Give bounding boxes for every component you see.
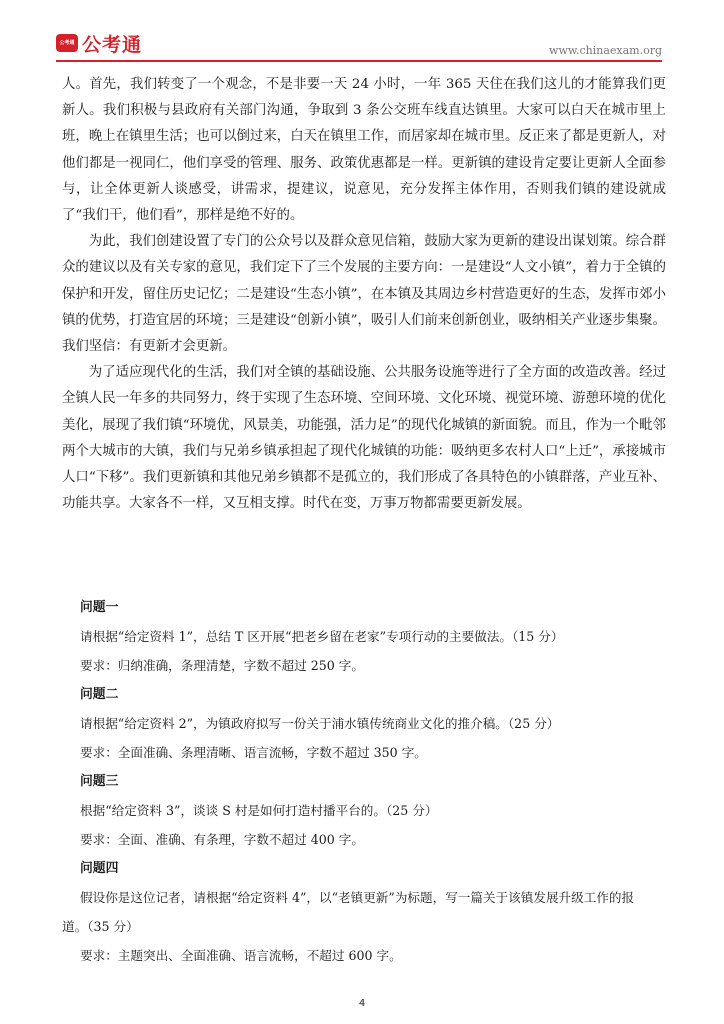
question-title: 问题四 (80, 861, 119, 876)
question-1 (80, 593, 666, 680)
question-requirement: 要求：主题突出、全面准确、语言流畅，不超过 600 字。 (80, 948, 402, 963)
question-list (62, 593, 666, 970)
question-title: 问题三 (80, 774, 119, 789)
brand-logo-icon: 公考通 (56, 34, 78, 52)
question-4 (62, 854, 666, 970)
question-3 (80, 767, 666, 854)
question-prompt-continued: 道。（35 分） (62, 919, 139, 934)
question-title: 问题一 (80, 600, 119, 615)
question-requirement: 要求：全面准确、条理清晰、语言流畅，字数不超过 350 字。 (80, 745, 427, 760)
paragraph: 为此，我们创建设置了专门的公众号以及群众意见信箱，鼓励大家为更新的建设出谋划策。综合群众的建议以及有关专家的意见，我们定下了三个发展的主要方向：一是建设“人文小镇”，着力于全镇的保护和开发，留住历史记忆；二是建设“生态小镇”，在本镇及其周边乡村营造更好的生态，发挥市郊小镇的优势，打造宜居的环境；三是建设“创新小镇”，吸引人们前来创新创业，吸纳相关产业逐步集聚。我们坚信：有更新才会更新。 (62, 234, 666, 355)
body-text (62, 72, 666, 517)
paragraph: 人。首先，我们转变了一个观念，不是非要一天 24 小时，一年 365 天住在我们这儿的才能算我们更新人。我们积极与县政府有关部门沟通，争取到 3 条公交班车线直达镇里。大家可以白天在城市里上班，晚上在镇里生活；也可以倒过来，白天在镇里工作，而居家却在城市里。反正来了都是更新人，对他们都是一视同仁，他们享受的管理、服务、政策优惠都是一样。更新镇的建设肯定要让更新人全面参与，让全体更新人谈感受，讲需求，提建议，说意见，充分发挥主体作用，否则我们镇的建设就成了“我们干，他们看”，那样是绝不好的。 (62, 77, 666, 224)
paragraph: 为了适应现代化的生活，我们对全镇的基础设施、公共服务设施等进行了全方面的改造改善。经过全镇人民一年多的共同努力，终于实现了生态环境、空间环境、文化环境、视觉环境、游憩环境的优化美化，展现了我们镇“环境优，风景美，功能强，活力足”的现代化城镇的新面貌。而且，作为一个毗邻两个大城市的大镇，我们与兄弟乡镇承担起了现代化城镇的功能：吸纳更多农村人口“上迁”，承接城市人口“下移”。我们更新镇和其他兄弟乡镇都不是孤立的，我们形成了各具特色的小镇群落，产业互补、功能共享。大家各不一样，又互相支撑。时代在变，万事万物都需要更新发展。 (62, 365, 666, 512)
header-divider (56, 60, 662, 62)
page-header (0, 0, 724, 62)
brand-name: 公考通 (82, 34, 143, 56)
question-prompt: 根据“给定资料 3”，谈谈 S 村是如何打造村播平台的。（25 分） (80, 803, 438, 818)
site-url[interactable]: www.chinaexam.org (549, 44, 662, 57)
page-number: 4 (358, 998, 366, 1009)
question-prompt: 请根据“给定资料 1”，总结 T 区开展“把老乡留在老家”专项行动的主要做法。（15 分） (80, 629, 564, 644)
question-requirement: 要求：归纳准确，条理清楚，字数不超过 250 字。 (80, 658, 364, 673)
question-2 (80, 680, 666, 767)
question-requirement: 要求：全面、准确、有条理，字数不超过 400 字。 (80, 832, 364, 847)
question-title: 问题二 (80, 687, 119, 702)
question-prompt: 请根据“给定资料 2”，为镇政府拟写一份关于浦水镇传统商业文化的推介稿。（25 分） (80, 716, 560, 731)
question-prompt: 假设你是这位记者，请根据“给定资料 4”，以“老镇更新”为标题，写一篇关于该镇发展升级工作的报 (80, 890, 635, 905)
